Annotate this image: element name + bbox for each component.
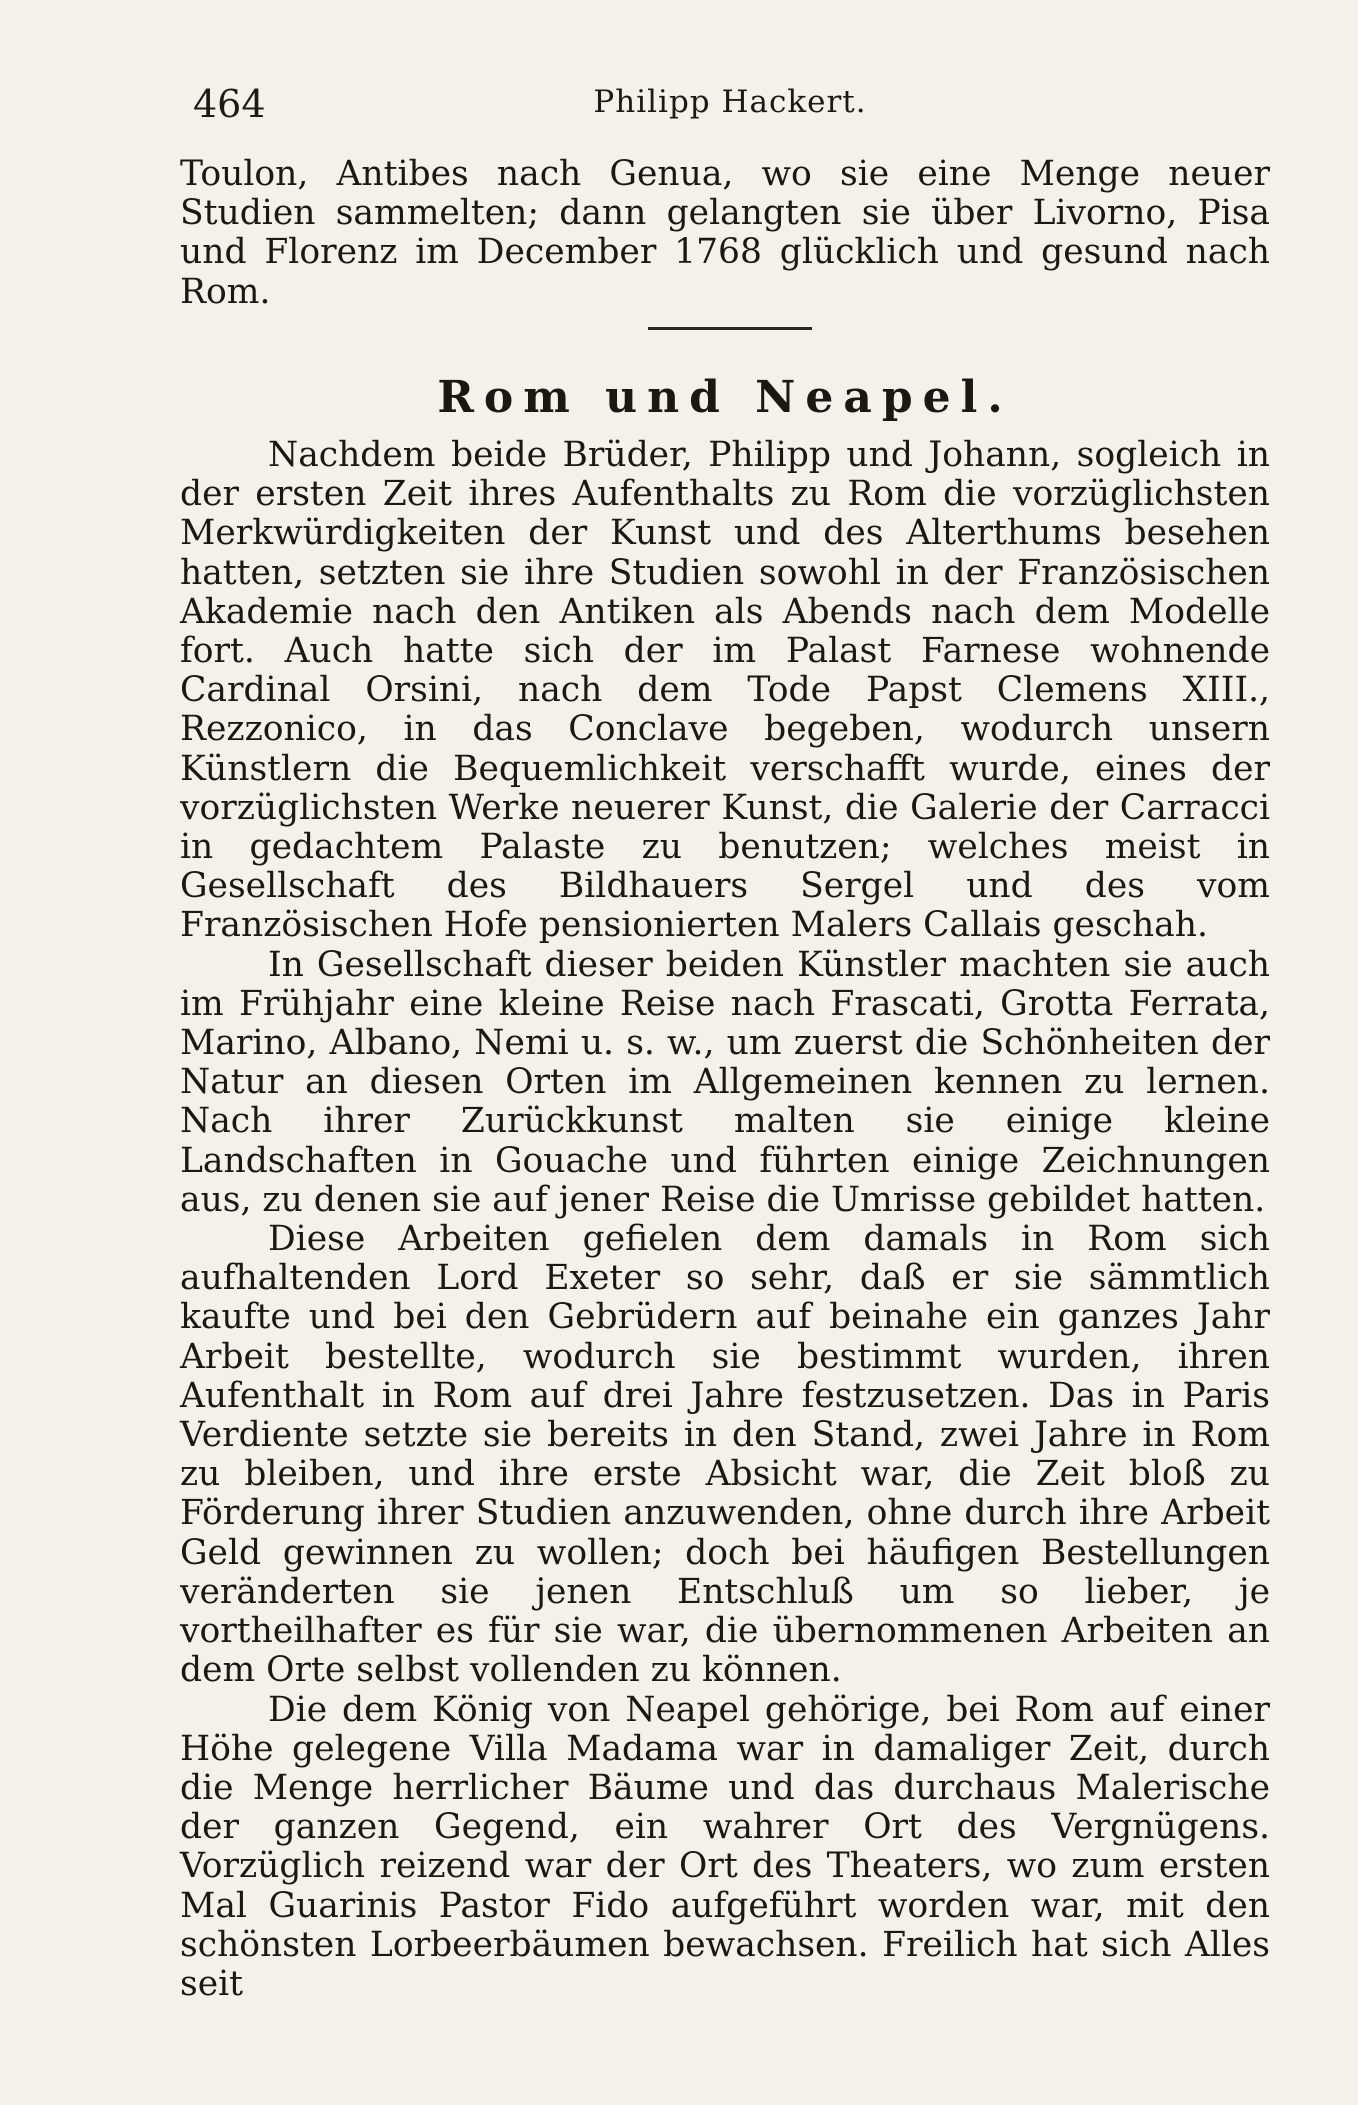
paragraph: In Gesellschaft dieser beiden Künstler machten sie auch im Frühjahr eine kleine Reise nach Frascati, Grotta Ferrata, Marino, Albano, Nemi u. s. w., um zuerst die Schönheiten der Natur an diesen Orten im Allgemeinen kennen zu lernen. Nach ihrer Zurückkunst malten sie einige kleine Landschaften in Gouache und führten einige Zeichnungen aus, zu denen sie auf jener Reise die Umrisse gebildet hatten. <box>180 944 1270 1220</box>
paragraph: Die dem König von Neapel gehörige, bei Rom auf einer Höhe gelegene Villa Madama war in damaliger Zeit, durch die Menge herrlicher Bäume und das durchaus Malerische der ganzen Gegend, ein wahrer Ort des Vergnügens. Vorzüglich reizend war der Ort des Theaters, wo zum ersten Mal Guarinis Pastor Fido aufgeführt worden war, mit den schönsten Lorbeerbäumen bewachsen. Freilich hat sich Alles seit <box>180 1689 1270 2004</box>
section-divider <box>648 327 812 330</box>
running-title: Philipp Hackert. <box>593 84 867 120</box>
intro-paragraph: Toulon, Antibes nach Genua, wo sie eine Menge neuer Studien sammelten; dann gelangten sie über Livorno, Pisa und Florenz im December 1768 glücklich und gesund nach Rom. <box>180 154 1270 312</box>
paragraph: Diese Arbeiten gefielen dem damals in Rom sich aufhaltenden Lord Exeter so sehr, daß er sie sämmtlich kaufte und bei den Gebrüdern auf beinahe ein ganzes Jahr Arbeit bestellte, wodurch sie bestimmt wurden, ihren Aufenthalt in Rom auf drei Jahre festzusetzen. Das in Paris Verdiente setzte sie bereits in den Stand, zwei Jahre in Rom zu bleiben, und ihre erste Absicht war, die Zeit bloß zu Förderung ihrer Studien anzuwenden, ohne durch ihre Arbeit Geld gewinnen zu wollen; doch bei häufigen Bestellungen veränderten sie jenen Entschluß um so lieber, je vortheilhafter es für sie war, die übernommenen Arbeiten an dem Orte selbst vollenden zu können. <box>180 1219 1270 1691</box>
section-heading: Rom und Neapel. <box>437 372 1013 423</box>
page-header <box>185 82 1275 132</box>
page-number: 464 <box>193 82 266 126</box>
body-text <box>180 436 1270 2004</box>
paragraph: Nachdem beide Brüder, Philipp und Johann, sogleich in der ersten Zeit ihres Aufenthalts zu Rom die vorzüglichsten Merkwürdigkeiten der Kunst und des Alterthums besehen hatten, setzten sie ihre Studien sowohl in der Französischen Akademie nach den Antiken als Abends nach dem Modelle fort. Auch hatte sich der im Palast Farnese wohnende Cardinal Orsini, nach dem Tode Papst Clemens XIII., Rezzonico, in das Conclave begeben, wodurch unsern Künstlern die Bequemlichkeit verschafft wurde, eines der vorzüglichsten Werke neuerer Kunst, die Galerie der Carracci in gedachtem Palaste zu benutzen; welches meist in Gesellschaft des Bildhauers Sergel und des vom Französischen Hofe pensionierten Malers Callais geschah. <box>180 435 1270 946</box>
intro-text-block <box>180 155 1270 312</box>
